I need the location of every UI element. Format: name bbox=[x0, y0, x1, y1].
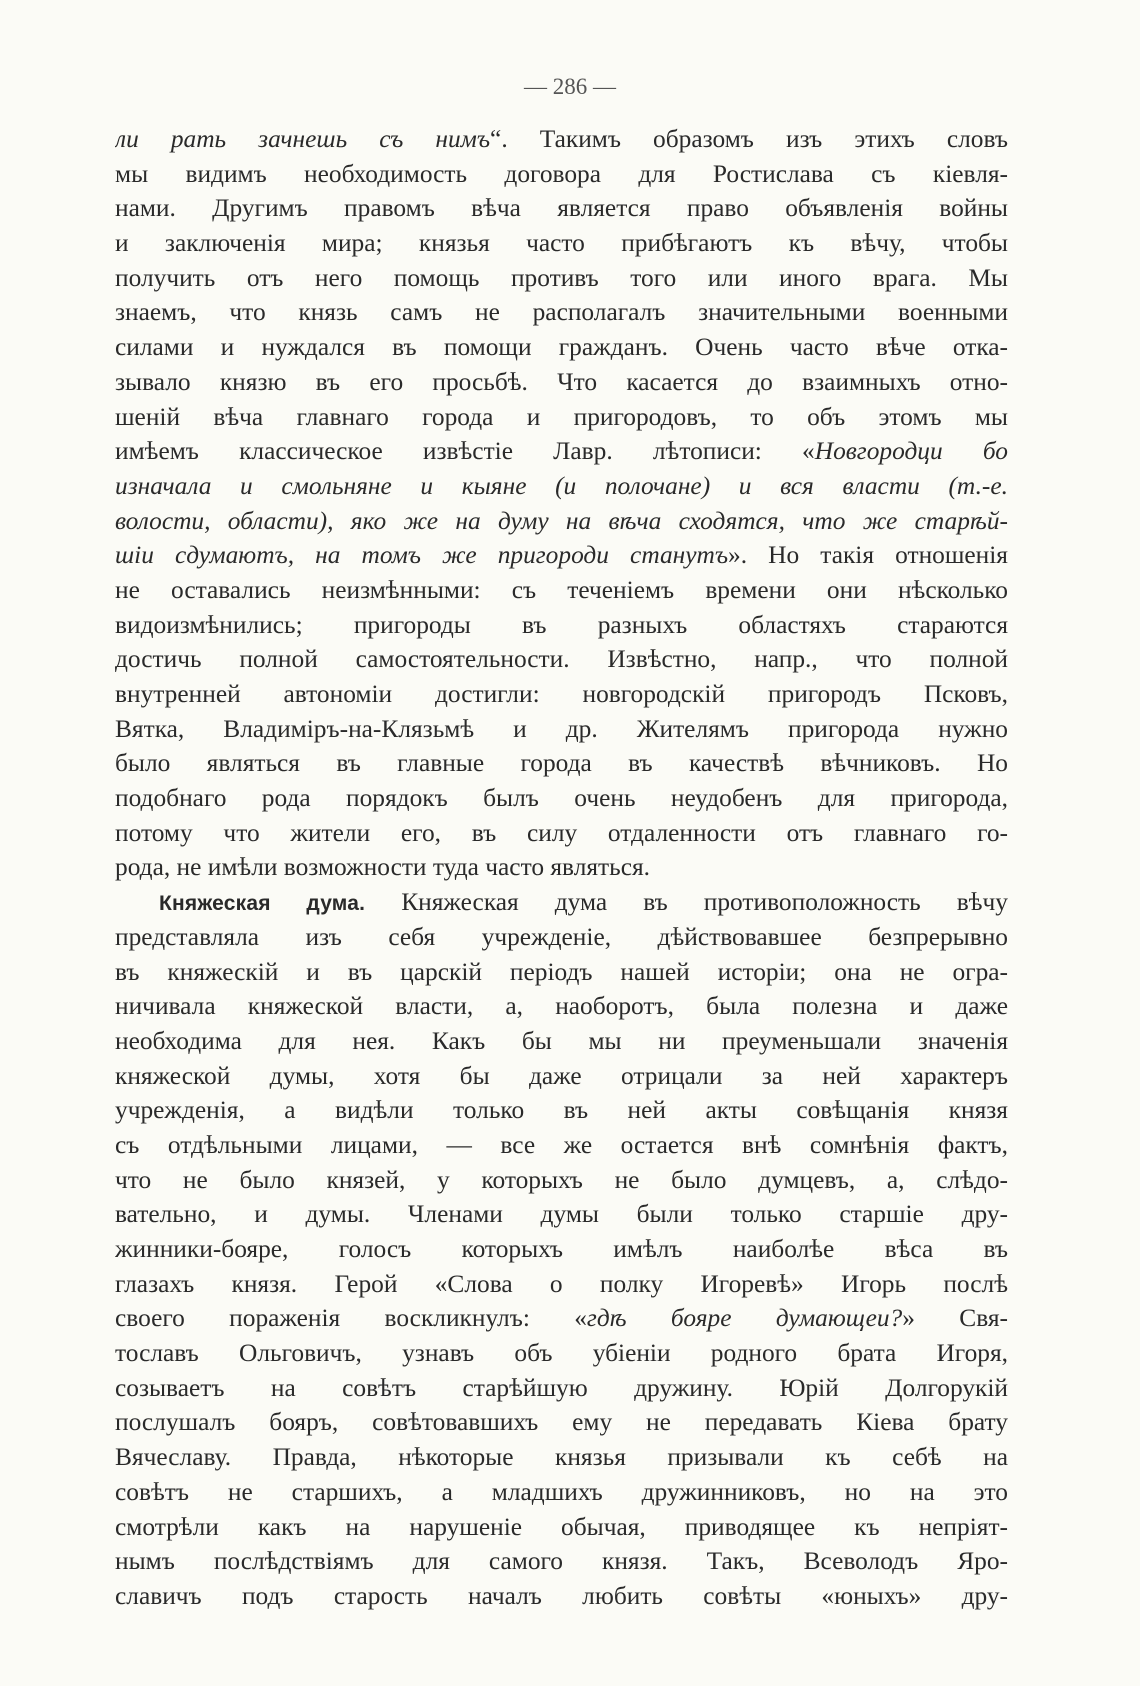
text-line: жинники-бояре, голосъ которыхъ имѣлъ наиболѣе вѣса въ bbox=[115, 1235, 1008, 1263]
italic-quote: гдѣ бояре думающеи? bbox=[586, 1304, 903, 1333]
text-line: потому что жители его, въ силу отдаленности отъ главнаго го- bbox=[115, 818, 1008, 847]
text-line: нымъ послѣдствіямъ для самого князя. Такъ, Всеволодъ Яро- bbox=[115, 1547, 1008, 1576]
text-line: изначала и смольняне и кыяне (и полочане) и вся власти (т.-е. bbox=[115, 471, 1008, 500]
text-line: созываетъ на совѣтъ старѣйшую дружину. Юрій Долгорукій bbox=[115, 1373, 1008, 1402]
section-heading: Княжеская дума. bbox=[159, 892, 366, 916]
text-line: представляла изъ себя учрежденіе, дѣйствовавшее безпрерывно bbox=[115, 922, 1008, 951]
text-line: Вятка, Владиміръ-на-Клязьмѣ и др. Жителямъ пригорода нужно bbox=[115, 714, 1008, 743]
text-line: учрежденія, а видѣли только въ ней акты совѣщанія князя bbox=[115, 1096, 1008, 1125]
text-line: послушалъ бояръ, совѣтовавшихъ ему не передавать Кіева брату bbox=[115, 1408, 1008, 1437]
text-line: видоизмѣнились; пригороды въ разныхъ областяхъ стараются bbox=[115, 610, 1008, 639]
text-line: имѣемъ классическое извѣстіе Лавр. лѣтописи: «Новгородци бо bbox=[115, 437, 1008, 466]
text-line: получить отъ него помощь противъ того или иного врага. Мы bbox=[115, 263, 1008, 292]
text-line: съ отдѣльными лицами, — все же остается внѣ сомнѣнія фактъ, bbox=[115, 1130, 1008, 1159]
text-line: въ княжескій и въ царскій періодъ нашей исторіи; она не огра- bbox=[115, 957, 1008, 986]
text-line: шеній вѣча главнаго города и пригородовъ, то объ этомъ мы bbox=[115, 402, 1008, 431]
text-line: княжеской думы, хотя бы даже отрицали за ней характеръ bbox=[115, 1061, 1008, 1090]
text-line: глазахъ князя. Герой «Слова о полку Игоревѣ» Игорь послѣ bbox=[115, 1269, 1008, 1298]
text-line: вательно, и думы. Членами думы были только старшіе дру- bbox=[115, 1200, 1008, 1229]
text-block bbox=[115, 122, 1008, 1614]
text-line: своего пораженія воскликнулъ: «гдѣ бояре думающеи?» Свя- bbox=[115, 1304, 1008, 1333]
text-line: рода, не имѣли возможности туда часто являться. bbox=[115, 853, 651, 882]
text-line: зывало князю въ его просьбѣ. Что касается до взаимныхъ отно- bbox=[115, 367, 1008, 396]
text-line: Княжеская дума. Княжеская дума въ противоположность вѣчу bbox=[159, 888, 1008, 917]
italic-quote: Новгородци бо bbox=[814, 437, 1008, 466]
text-line: внутренней автономіи достигли: новгородскій пригородъ Псковъ, bbox=[115, 680, 1008, 708]
page-number: — 286 — bbox=[524, 74, 616, 99]
text-line: знаемъ, что князь самъ не располагалъ значительными военными bbox=[115, 298, 1008, 327]
italic-quote: ли рать зачнешь съ нимъ bbox=[115, 125, 491, 153]
italic-quote: шіи сдумаютъ, на томъ же пригороди станутъ bbox=[115, 541, 729, 570]
text-line: ли рать зачнешь съ нимъ“. Такимъ образомъ изъ этихъ словъ bbox=[115, 125, 1008, 153]
text-line: Вячеславу. Правда, нѣкоторые князья призывали къ себѣ на bbox=[115, 1443, 1008, 1472]
text-line: шіи сдумаютъ, на томъ же пригороди станутъ». Но такія отношенія bbox=[115, 541, 1008, 570]
text-line: ничивала княжеской власти, а, наоборотъ, была полезна и даже bbox=[115, 992, 1008, 1021]
text-line: подобнаго рода порядокъ былъ очень неудобенъ для пригорода, bbox=[115, 784, 1008, 813]
text-line: было являться въ главные города въ качествѣ вѣчниковъ. Но bbox=[115, 749, 1008, 778]
text-line: что не было князей, у которыхъ не было думцевъ, а, слѣдо- bbox=[115, 1165, 1008, 1194]
text-line: достичь полной самостоятельности. Извѣстно, напр., что полной bbox=[115, 645, 1008, 674]
text-line: мы видимъ необходимость договора для Ростислава съ кіевля- bbox=[115, 159, 1008, 188]
text-line: тославъ Ольговичъ, узнавъ объ убіеніи родного брата Игоря, bbox=[115, 1339, 1008, 1368]
text-line: совѣтъ не старшихъ, а младшихъ дружинниковъ, но на это bbox=[115, 1477, 1008, 1506]
text-line: волости, области), яко же на думу на вѣча сходятся, что же старѣй- bbox=[115, 506, 1008, 535]
text-line: не оставались неизмѣнными: съ теченіемъ времени они нѣсколько bbox=[115, 575, 1008, 604]
text-line: славичъ подъ старость началъ любить совѣты «юныхъ» дру- bbox=[115, 1581, 1008, 1610]
text-line: нами. Другимъ правомъ вѣча является право объявленія войны bbox=[115, 194, 1008, 223]
text-line: необходима для нея. Какъ бы мы ни преуменьшали значенія bbox=[115, 1026, 1008, 1055]
text-line: смотрѣли какъ на нарушеніе обычая, приводящее къ непріят- bbox=[115, 1512, 1008, 1541]
text-line: и заключенія мира; князья часто прибѣгаютъ къ вѣчу, чтобы bbox=[115, 229, 1008, 258]
text-line: силами и нуждался въ помощи гражданъ. Очень часто вѣче отка- bbox=[115, 333, 1008, 362]
